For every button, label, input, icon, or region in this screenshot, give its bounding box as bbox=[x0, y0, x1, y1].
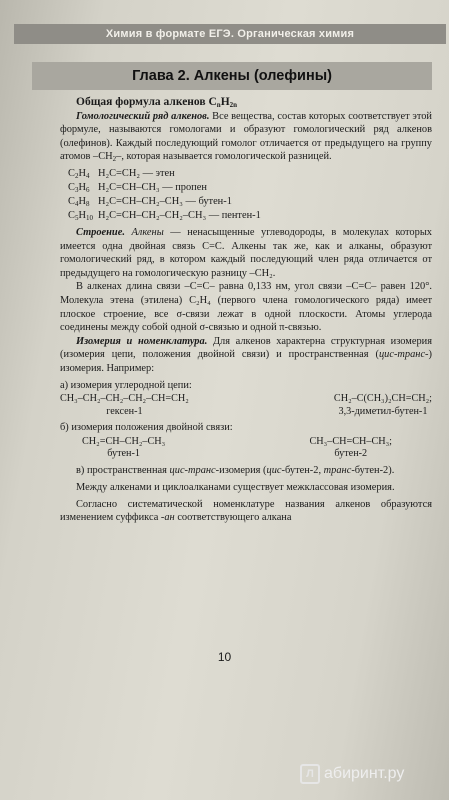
isomerism-paragraph: Изомерия и номенклатура. Для алкенов характерна структурная изомерия (изомерия цепи, положения двойной связи) и пространственная (цис-транс-) изомерия. Например: bbox=[60, 335, 432, 374]
homolog-series bbox=[68, 167, 432, 223]
bond-paragraph: В алкенах длина связи –C=C– равна 0,133 нм, угол связи –C=C– равен 120°. Молекула этена (этилена) C₂H₄ (первого члена гомологического ряда) имеет плоское строение, все σ-связи лежат в одной плоскости. Атомы углерода соединены между собой одной σ-связью и одной π-связью. bbox=[60, 281, 432, 334]
section-heading: Общая формула алкенов $C_nH_{2n}$ bbox=[76, 96, 238, 109]
chain-isomerism-label: а) изомерия углеродной цепи: bbox=[60, 379, 192, 391]
chain-examples bbox=[60, 393, 432, 418]
series-row: $C_3H_6$ H₂C=CH–CH₃ — пропен bbox=[68, 182, 207, 195]
running-header: Химия в формате ЕГЭ. Органическая химия bbox=[14, 24, 446, 44]
position-example-right: CH₃–CH=CH–CH₃; бутен-2 bbox=[309, 435, 392, 459]
chain-example-right: CH₂–C(CH₃)₂CH=CH₂; 3,3-диметил-бутен-1 bbox=[333, 393, 432, 417]
page-content bbox=[60, 96, 432, 525]
structure-paragraph: Строение. Алкены — ненасыщенные углеводороды, в молекулах которых имеется одна двойная связь C=C. Алкены так же, как и алканы, образуют гомологический ряд, в котором каждый последующий член ряда отличается от предыдущего на гомологическую разницу –CH₂. bbox=[60, 226, 433, 279]
position-examples bbox=[60, 436, 432, 461]
spatial-isomerism: в) пространственная цис-транс-изомерия (цис-бутен-2, транс-бутен-2). bbox=[76, 465, 395, 477]
position-isomerism-label: б) изомерия положения двойной связи: bbox=[60, 421, 233, 433]
labirint-logo-icon: Л bbox=[300, 764, 320, 784]
series-row: $C_5H_{10}$ H₂C=CH–CH₂–CH₂–CH₃ — пентен-1 bbox=[68, 210, 261, 223]
series-row: $C_4H_8$ H₂C=CH–CH₂–CH₃ — бутен-1 bbox=[68, 196, 232, 209]
interclass-paragraph: Между алкенами и циклоалканами существует межклассовая изомерия. bbox=[76, 481, 395, 493]
watermark bbox=[300, 764, 404, 784]
watermark-text: абиринт.ру bbox=[324, 765, 405, 782]
series-row: $C_2H_4$ H₂C=CH₂ — этен bbox=[68, 168, 175, 181]
chapter-title: Глава 2. Алкены (олефины) bbox=[32, 62, 432, 90]
page-number: 10 bbox=[217, 650, 232, 664]
homolog-paragraph: Гомологический ряд алкенов. Все вещества, состав которых соответствует этой формуле, называются гомологами и образуют гомологический ряд алкенов (олефинов). Каждый последующий гомолог отличается от предыдущего на группу атомов $-CH_2-$, которая называется гомологической разницей. bbox=[60, 110, 432, 164]
chain-example-left: CH₃–CH₂–CH₂–CH₂–CH=CH₂ гексен-1 bbox=[60, 393, 189, 417]
nomenclature-paragraph: Согласно систематической номенклатуре названия алкенов образуются изменением суффикса -ан соответствующего алкана bbox=[60, 498, 432, 524]
position-example-left: CH₂=CH–CH₂–CH₃ бутен-1 bbox=[82, 435, 166, 459]
